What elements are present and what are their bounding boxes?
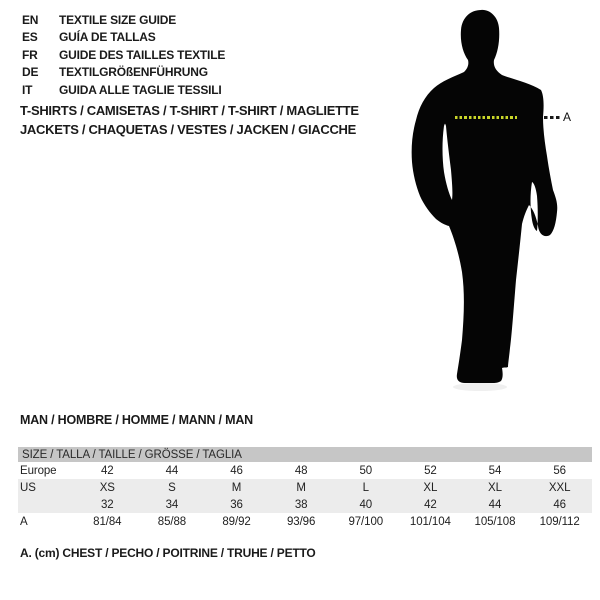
row-label: [18, 496, 75, 513]
size-cell: 42: [101, 464, 114, 477]
language-guide-list: [22, 11, 225, 99]
table-header-row: [18, 447, 592, 462]
size-cell: 89/92: [222, 515, 251, 528]
list-item: [22, 11, 225, 29]
size-table: [18, 447, 592, 530]
size-cell: XXL: [527, 479, 592, 496]
language-code: EN: [22, 12, 39, 27]
size-cell: XL: [398, 479, 463, 496]
garment-line-jackets: JACKETS / CHAQUETAS / VESTES / JACKEN / GIACCHE: [20, 122, 356, 137]
chest-measure-dashed-line: [455, 116, 517, 119]
size-cell: XL: [463, 479, 528, 496]
size-cell: 42: [398, 496, 463, 513]
size-cell: XS: [75, 479, 140, 496]
man-silhouette-icon: [408, 4, 580, 394]
size-cell: 97/100: [348, 515, 384, 528]
list-item: [22, 81, 225, 99]
list-item: [22, 64, 225, 82]
language-code: IT: [22, 82, 33, 97]
garment-types: [20, 101, 359, 139]
table-row-europe: [18, 462, 592, 479]
language-code: DE: [22, 65, 39, 80]
size-cell: 38: [269, 496, 334, 513]
size-cell: M: [204, 479, 269, 496]
guide-title: GUIDA ALLE TAGLIE TESSILI: [59, 82, 222, 97]
size-cell: 109/112: [539, 515, 580, 528]
chest-measure-label: A: [563, 110, 572, 124]
size-cell: 48: [294, 464, 308, 477]
size-cell: 81/84: [93, 515, 122, 528]
size-cell: 54: [488, 464, 502, 477]
language-code: ES: [22, 30, 38, 45]
guide-title: GUÍA DE TALLAS: [59, 30, 156, 45]
section-title-man: MAN / HOMBRE / HOMME / MANN / MAN: [20, 413, 253, 427]
size-cell: 34: [140, 496, 205, 513]
size-cell: 93/96: [287, 515, 316, 528]
list-item: [22, 29, 225, 47]
row-label: A: [20, 515, 28, 528]
size-cell: 101/104: [409, 515, 451, 528]
chest-measure-leader-line: [544, 116, 561, 119]
row-label: US: [18, 479, 75, 496]
language-code: FR: [22, 47, 38, 62]
size-cell: 46: [230, 464, 243, 477]
size-cell: 46: [527, 496, 592, 513]
measurement-legend: A. (cm) CHEST / PECHO / POITRINE / TRUHE / PETTO: [20, 546, 316, 560]
garment-line-tshirts: T-SHIRTS / CAMISETAS / T-SHIRT / T-SHIRT / MAGLIETTE: [20, 103, 359, 118]
size-cell: 40: [333, 496, 398, 513]
guide-title: TEXTILE SIZE GUIDE: [59, 12, 177, 27]
table-row-us-letters: [18, 479, 592, 496]
row-label: Europe: [20, 464, 57, 477]
size-cell: 52: [424, 464, 437, 477]
list-item: [22, 46, 225, 64]
size-cell: 85/88: [157, 515, 187, 528]
size-cell: 50: [359, 464, 373, 477]
size-cell: 56: [553, 464, 566, 477]
size-cell: 105/108: [474, 515, 516, 528]
size-cell: 44: [463, 496, 528, 513]
table-header-label: SIZE / TALLA / TAILLE / GRÖSSE / TAGLIA: [18, 447, 592, 462]
table-row-chest-cm: [18, 513, 592, 530]
size-cell: 44: [165, 464, 179, 477]
guide-title: GUIDE DES TAILLES TEXTILE: [59, 47, 226, 62]
size-cell: 32: [75, 496, 140, 513]
size-cell: M: [269, 479, 334, 496]
man-silhouette-figure: [408, 4, 580, 394]
size-cell: S: [140, 479, 205, 496]
guide-title: TEXTILGRÖßENFÜHRUNG: [59, 65, 208, 80]
size-cell: L: [333, 479, 398, 496]
size-cell: 36: [204, 496, 269, 513]
table-row-us-numbers: [18, 496, 592, 513]
